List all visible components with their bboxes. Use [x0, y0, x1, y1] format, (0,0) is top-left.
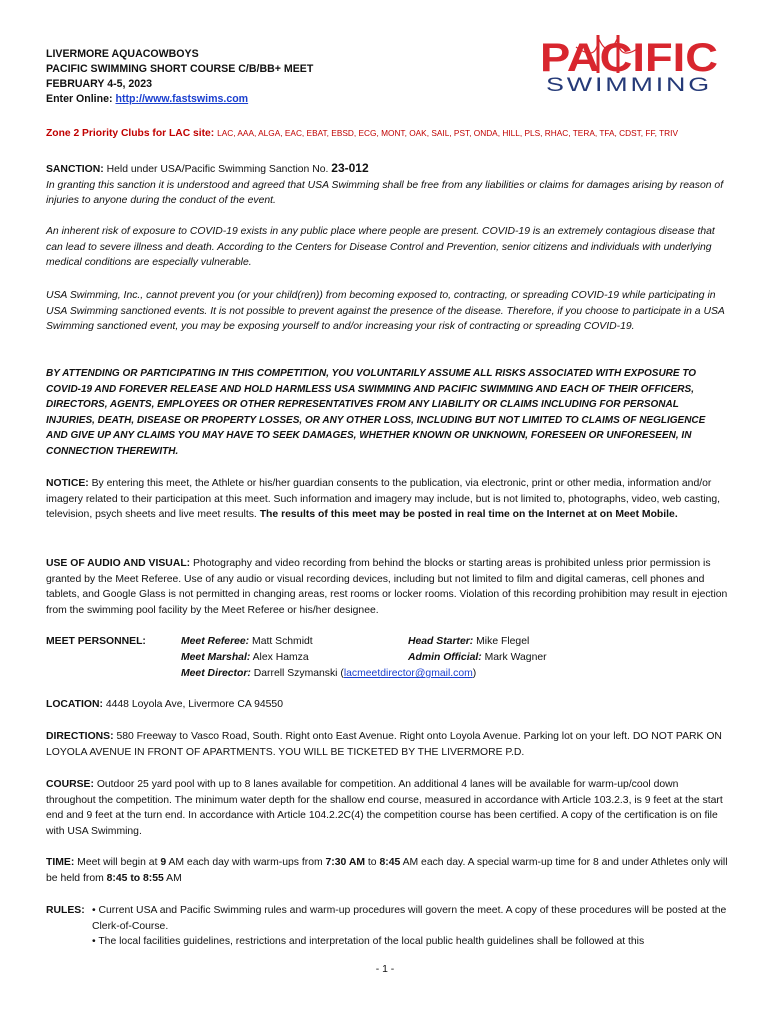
admin-official-name: Mark Wagner [484, 652, 547, 664]
rules-item: • The local facilities guidelines, restrictions and interpretation of the local public health guidelines shall be followed at this [92, 936, 645, 948]
meet-header [46, 47, 313, 107]
meet-start-time: 9 [160, 857, 167, 868]
covid-risk-paragraph: An inherent risk of exposure to COVID-19 exists in any public place where people are present. COVID-19 is an extremely contagious disease that can lead to severe illness and death. According to the Centers for Disease Control and Prevention, senior citizens and individuals with underlying medical conditions are especially vulnerable. [46, 226, 715, 269]
meet-referee-name: Matt Schmidt [252, 636, 313, 647]
meet-director-role: Meet Director: [181, 668, 251, 679]
time-text-4: AM each day. A special warm-up time for 8 and under Athletes only will be held from [46, 857, 728, 884]
covid-exposure-paragraph: USA Swimming, Inc., cannot prevent you (or your child(ren)) from becoming exposed to, contracting, or spreading COVID-19 while participating in USA Swimming sanctioned events. It is not possible to prevent against the presence of the disease. Therefore, if you choose to participate in a USA Swimming sanctioned event, you may be exposing yourself to and/or increasing your risk of contracting or spreading COVID-19. [46, 290, 725, 333]
zone-priority-line [46, 127, 736, 140]
location-section [46, 697, 728, 713]
course-section [46, 777, 728, 840]
warmup-end-time: 8:45 [379, 857, 401, 868]
host-club: LIVERMORE AQUACOWBOYS [46, 48, 199, 60]
warmup-start-time: 7:30 AM [325, 857, 365, 868]
meet-title: PACIFIC SWIMMING SHORT COURSE C/B/BB+ MEET [46, 63, 314, 75]
meet-personnel-section: MEET PERSONNEL: Meet Referee: Matt Schmidt Meet Marshal: Alex Hamza Head Starter: Mike Flegel Admin Official: Mark Wagner Meet Director: Darrell Szymanski (lacmeetdirector@gmail.com) [46, 636, 547, 679]
page-number: - 1 - [375, 964, 395, 975]
head-starter-name: Mike Flegel [476, 636, 530, 647]
course-label: COURSE: [46, 779, 94, 790]
notice-results: The results of this meet may be posted in real time on the Internet at on Meet Mobile. [259, 509, 678, 521]
zone-clubs: LAC, AAA, ALGA, EAC, EBAT, EBSD, ECG, MONT, OAK, SAIL, PST, ONDA, HILL, PLS, RHAC, TERA, TFA, CDST, FF, TRIV [217, 128, 678, 138]
meet-personnel-label: MEET PERSONNEL: [46, 636, 146, 647]
zone-label: Zone 2 Priority Clubs for LAC site: [46, 128, 215, 139]
logo-word-swimming: SWIMMING [546, 75, 712, 95]
time-section [46, 855, 728, 886]
admin-official-role: Admin Official: [408, 652, 482, 664]
directions-section [46, 729, 728, 760]
head-starter-role: Head Starter: [408, 636, 474, 647]
time-text-3: to [367, 857, 377, 868]
pacific-swimming-logo [536, 33, 722, 95]
meet-director-name: Darrell Szymanski [253, 668, 338, 679]
covid-waiver-paragraph: BY ATTENDING OR PARTICIPATING IN THIS COMPETITION, YOU VOLUNTARILY ASSUME ALL RISKS ASSOCIATED WITH EXPOSURE TO COVID-19 AND FOREVER RELEASE AND HOLD HARMLESS USA SWIMMING AND PACIFIC SWIMMING AND EACH OF THEIR OFFICERS, DIRECTORS, AGENTS, EMPLOYEES OR OTHER REPRESENTATIVES FROM ANY LIABILITY OR CLAIMS INCLUDING FOR PERSONAL INJURIES, DEATH, DISEASE OR PROPERTY LOSSES, OR ANY OTHER LOSS, INCLUDING BUT NOT LIMITED TO CLAIMS OF NEGLIGENCE AND GIVE UP ANY CLAIMS YOU MAY HAVE TO SEEK DAMAGES, WHETHER KNOWN OR UNKNOWN, FORESEEN OR UNFORESEEN, IN CONNECTION THEREWITH. [46, 368, 706, 457]
meet-referee-role: Meet Referee: [181, 636, 250, 647]
logo-word-pacific: PACIFIC [540, 36, 718, 80]
special-warmup-time: 8:45 to 8:55 [106, 872, 164, 884]
time-text-5: AM [166, 872, 182, 884]
enter-online-line [46, 92, 313, 107]
sanction-text: Held under USA/Pacific Swimming Sanction No. [106, 164, 329, 175]
sanction-liability: In granting this sanction it is understood and agreed that USA Swimming shall be free from any liabilities or claims for damages arising by reason of injuries to anyone during the conduct of the event. [46, 179, 724, 207]
audio-visual-label: USE OF AUDIO AND VISUAL: [46, 558, 191, 569]
time-label: TIME: [46, 857, 75, 868]
rules-item: • Current USA and Pacific Swimming rules and warm-up procedures will govern the meet. A copy of these procedures will be posted at the Clerk-of-Course. [92, 905, 727, 932]
meet-director-email-link[interactable]: lacmeetdirector@gmail.com [343, 668, 473, 679]
directions-text: 580 Freeway to Vasco Road, South. Right onto East Avenue. Right onto Loyola Avenue. Parking lot on your left. DO NOT PARK ON LOYOLA AVENUE IN FRONT OF APARTMENTS. YOU WILL BE TICKETED BY THE LIVERMORE P.D. [46, 731, 722, 758]
meet-marshal-role: Meet Marshal: [181, 652, 251, 664]
enter-online-label: Enter Online: [46, 93, 113, 105]
notice-label: NOTICE: [46, 478, 89, 489]
enter-online-link[interactable]: http://www.fastswims.com [115, 93, 249, 105]
time-text-1: Meet will begin at [77, 857, 158, 868]
audio-visual-text: Photography and video recording from behind the blocks or starting areas is prohibited unless prior permission is granted by the Meet Referee. Use of any audio or visual recording devices, including but not limited to film and digital cameras, cell phones and tablets, and Google Glass is not permitted in changing areas, rest rooms or locker rooms. Violation of this recording prohibition may result in ejection from the swimming pool facility by the Meet Referee or his/her designee. [46, 558, 728, 617]
location-label: LOCATION: [46, 699, 103, 710]
meet-marshal-name: Alex Hamza [252, 652, 309, 664]
course-text: Outdoor 25 yard pool with up to 8 lanes available for competition. An additional 4 lanes will be available for warm-up/cool down throughout the competition. The minimum water depth for the shallow end course, measured in accordance with Article 103.2.3, is 9 feet at the start end and 9 feet at the turn end. In accordance with Article 104.2.2C(4) the competition course has been certified. A copy of the certification is on file with USA Swimming. [46, 779, 723, 838]
sanction-section [46, 161, 728, 209]
time-text-2: AM each day with warm-ups from [168, 857, 323, 868]
audio-visual-section [46, 556, 728, 619]
notice-section [46, 476, 728, 523]
rules-label: RULES: [46, 905, 85, 916]
sanction-label: SANCTION: [46, 164, 104, 175]
notice-text: By entering this meet, the Athlete or his/her guardian consents to the publication, via electronic, print or other media, information and/or imagery related to their participation at this meet. Such information and imagery may include, but is not limited to, photographs, video, web casting, television, psych sheets and live meet results. [46, 478, 721, 521]
sanction-number: 23-012 [331, 161, 369, 175]
directions-label: DIRECTIONS: [46, 731, 114, 742]
location-text: 4448 Loyola Ave, Livermore CA 94550 [105, 699, 283, 710]
meet-dates: FEBRUARY 4-5, 2023 [46, 78, 152, 90]
